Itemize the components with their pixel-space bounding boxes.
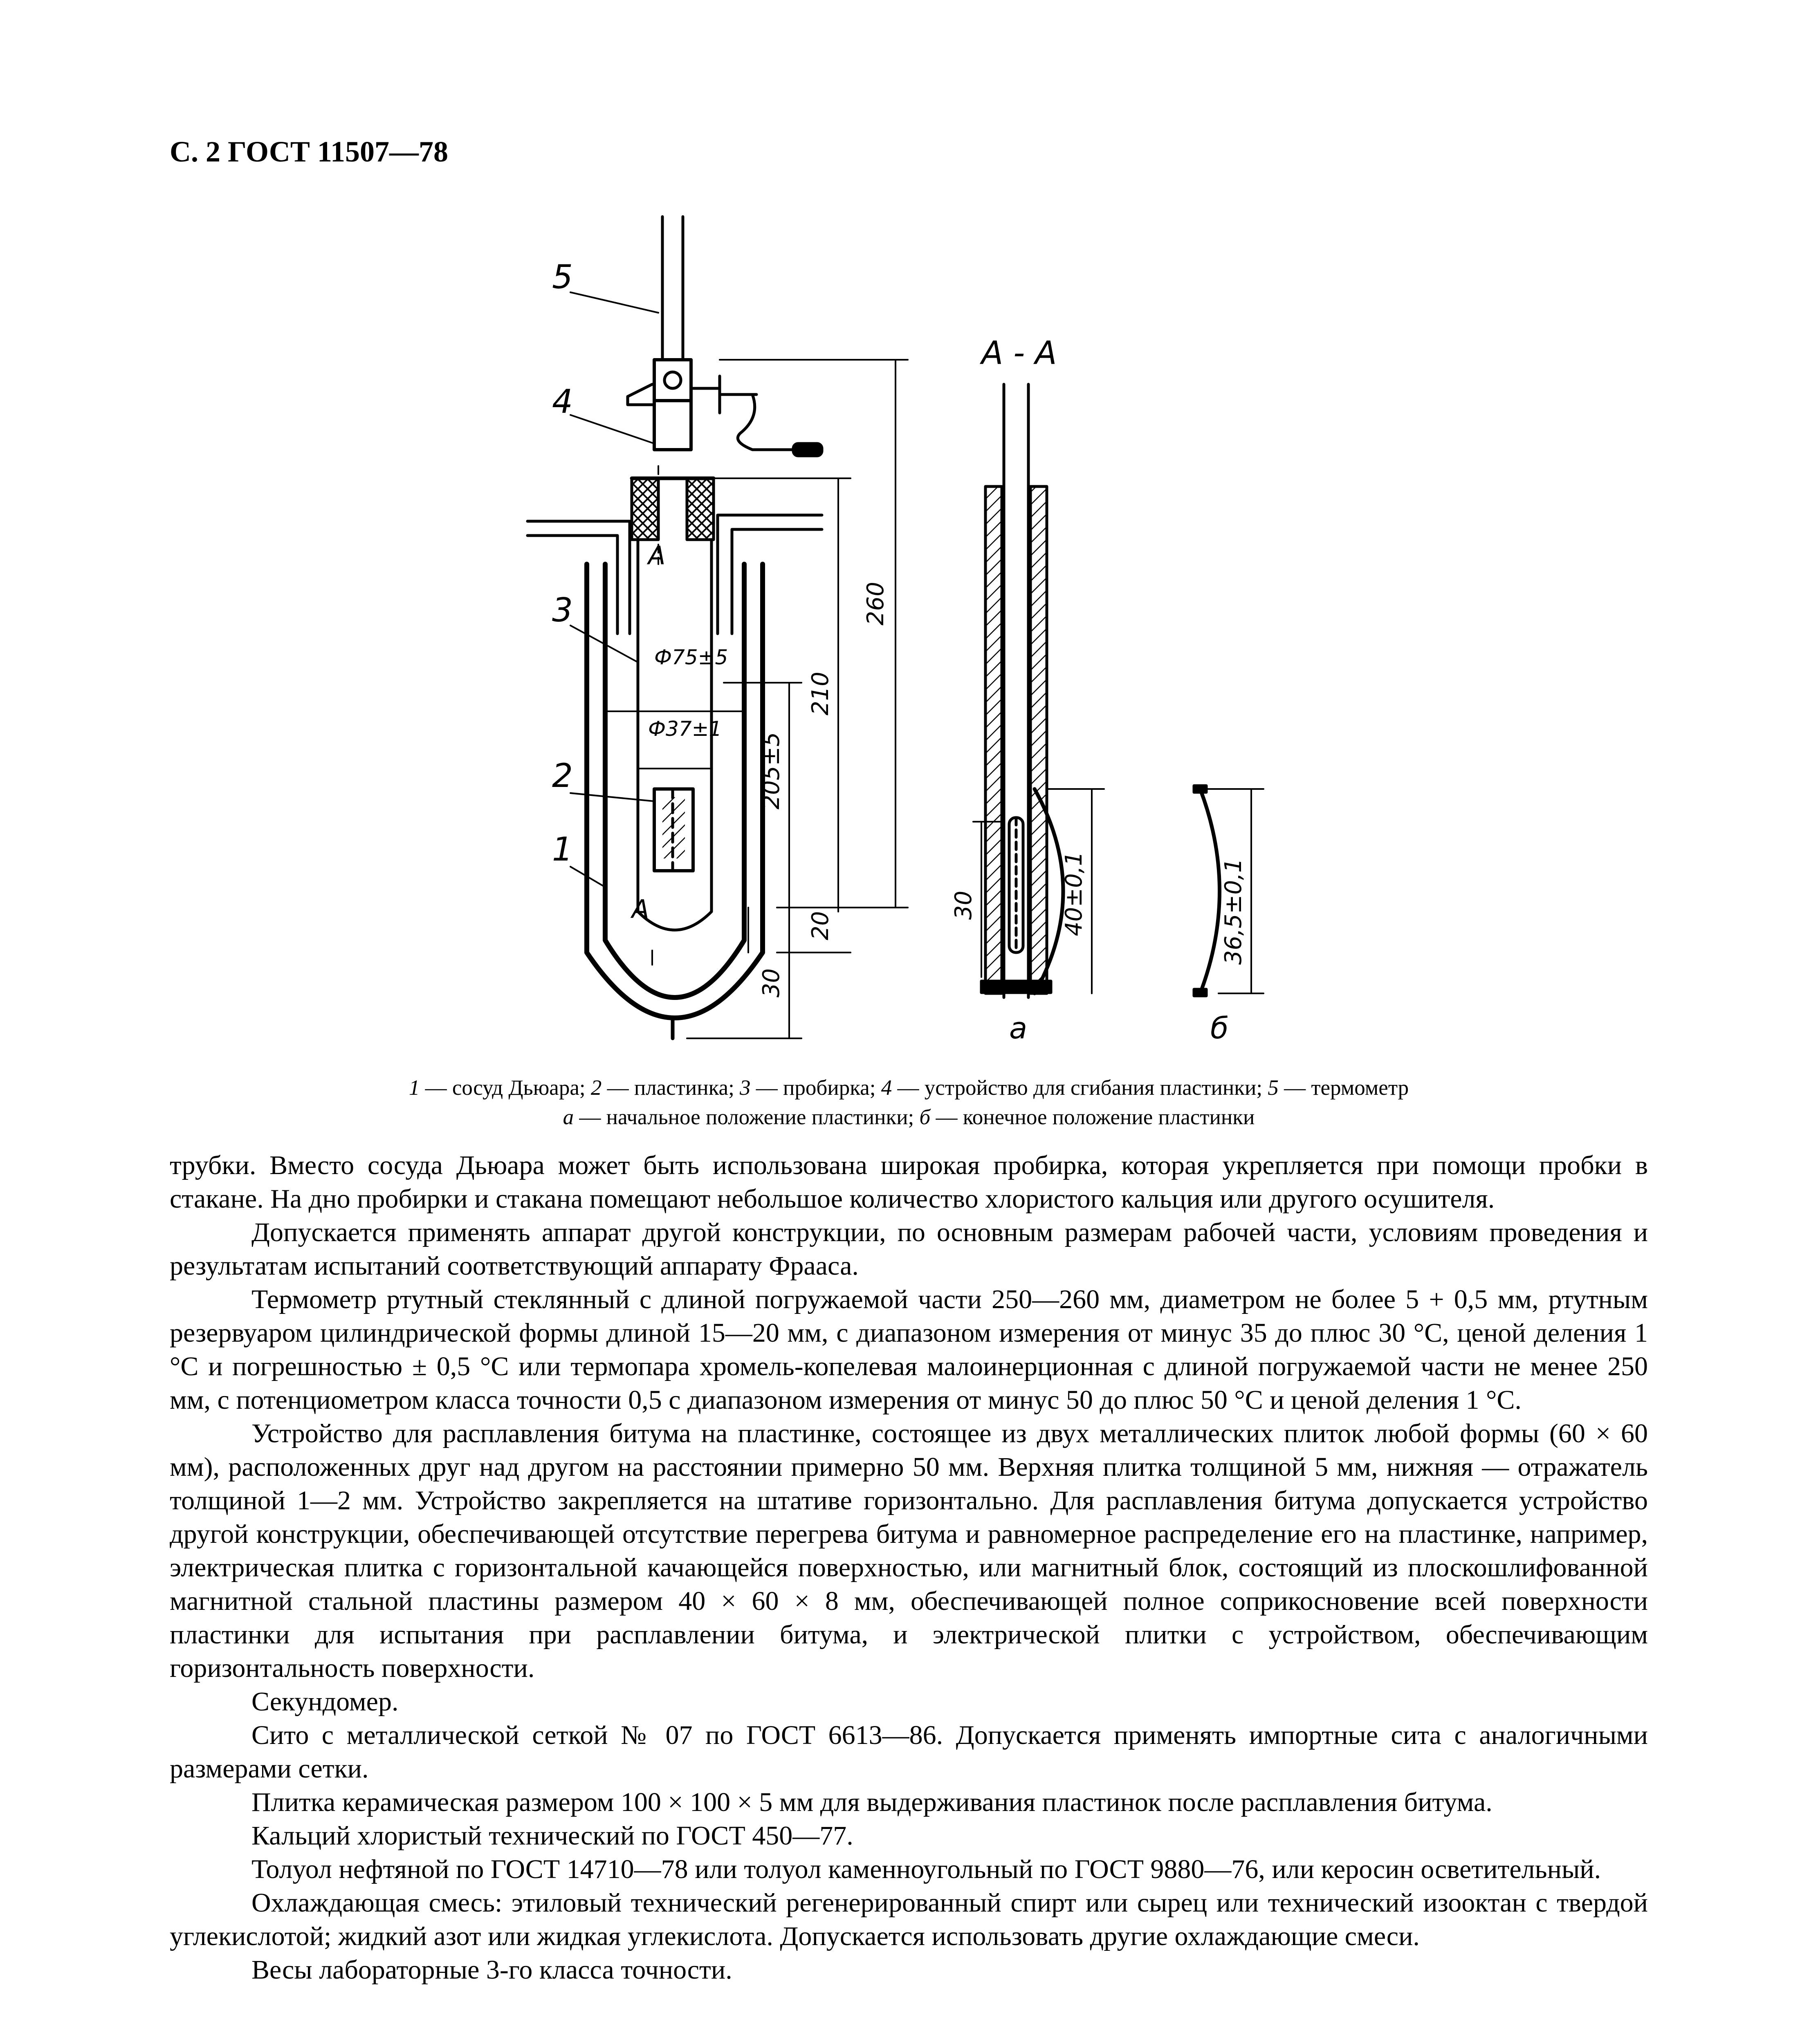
figure-caption	[170, 1073, 1648, 1132]
dim-30-main: 30	[758, 968, 785, 997]
caption-item: б — конечное положение пластинки	[919, 1105, 1255, 1129]
page-header: С. 2 ГОСТ 11507—78	[170, 135, 448, 168]
label-1: 1	[552, 830, 573, 868]
paragraph-stopwatch: Секундомер.	[251, 1687, 399, 1717]
paragraph-sieve: Сито с металлической сеткой № 07 по ГОСТ 6613—86. Допускается применять импортные сита с аналогичными размерами сетки.	[170, 1720, 1648, 1784]
paragraph-thermometer: Термометр ртутный стеклянный с длиной погружаемой части 250—260 мм, диаметром не более 5 + 0,5 мм, ртутным резервуаром цилиндрической формы длиной 15—20 мм, с диапазоном измерения от минус 35 до плюс 30 °С, ценой деления 1 °С и погрешностью ± 0,5 °С или термопара хромель-копелевая малоинерционная с длиной погружаемой части не менее 250 мм, с потенциометром класса точности 0,5 с диапазоном измерения от минус 50 до плюс 50 °С и ценой деления 1 °С.	[170, 1284, 1648, 1415]
section-title: А - А	[981, 335, 1057, 372]
label-2: 2	[552, 757, 573, 795]
dim-30-section: 30	[950, 890, 977, 920]
sub-label-b: б	[1210, 1011, 1229, 1045]
caption-item: а — начальное положение пластинки;	[563, 1105, 920, 1129]
label-5: 5	[552, 258, 573, 296]
dim-outer-diameter: Ф75±5	[654, 645, 728, 669]
section-mark-bottom: А	[632, 894, 649, 924]
dim-20: 20	[807, 911, 834, 940]
dim-40: 40±0,1	[1061, 851, 1087, 936]
caption-item: 4 — устройство для сгибания пластинки;	[881, 1076, 1268, 1100]
dim-36-5: 36,5±0,1	[1220, 858, 1247, 965]
apparatus-figure	[491, 204, 1349, 1047]
dim-205: 205±5	[758, 732, 785, 809]
paragraph-cooling-mixture: Охлаждающая смесь: этиловый технический регенерированный спирт или сырец или технический изооктан с твердой углекислотой; жидкий азот или жидкая углекислота. Допускается использовать другие охлаждающие смеси.	[170, 1888, 1648, 1951]
caption-item: 5 — термометр	[1268, 1076, 1409, 1100]
dim-260: 260	[862, 582, 889, 625]
paragraph-calcium-chloride: Кальций хлористый технический по ГОСТ 450—77.	[251, 1821, 853, 1851]
paragraph-other-apparatus: Допускается применять аппарат другой конструкции, по основным размерам рабочей части, условиям проведения и результатам испытаний соответствующий аппарату Фрааса.	[170, 1217, 1648, 1281]
dim-inner-diameter: Ф37±1	[648, 717, 722, 741]
caption-line-1	[170, 1073, 1648, 1103]
label-3: 3	[552, 591, 573, 629]
caption-item: 2 — пластинка;	[590, 1076, 740, 1100]
caption-item: 3 — пробирка;	[740, 1076, 881, 1100]
label-4: 4	[552, 383, 573, 421]
apparatus-main-view	[527, 217, 908, 1038]
paragraph-ceramic-tile: Плитка керамическая размером 100 × 100 × 5 мм для выдерживания пластинок после расплавления битума.	[251, 1787, 1493, 1817]
sub-label-a: а	[1009, 1011, 1028, 1045]
dim-210: 210	[807, 672, 834, 715]
paragraph-scales: Весы лабораторные 3-го класса точности.	[251, 1955, 732, 1985]
section-mark-top: А	[648, 540, 666, 570]
caption-item: 1 — сосуд Дьюара;	[408, 1076, 591, 1100]
body-text	[170, 1149, 1648, 1987]
paragraph-toluene: Толуол нефтяной по ГОСТ 14710—78 или толуол каменноугольный по ГОСТ 9880—76, или керосин осветительный.	[251, 1854, 1601, 1884]
paragraph-dewar-alternative: трубки. Вместо сосуда Дьюара может быть использована широкая пробирка, которая укрепляется при помощи пробки в стакане. На дно пробирки и стакана помещают небольшое количество хлористого кальция или другого осушителя.	[170, 1150, 1648, 1214]
paragraph-melting-device: Устройство для расплавления битума на пластинке, состоящее из двух металлических плиток любой формы (60 × 60 мм), расположенных друг над другом на расстоянии примерно 50 мм. Верхняя плитка толщиной 5 мм, нижняя — отражатель толщиной 1—2 мм. Устройство закрепляется на штативе горизонтально. Для расплавления битума допускается устройство другой конструкции, обеспечивающей отсутствие перегрева битума и равномерное распределение его на пластинке, например, электрическая плитка с горизонтальной качающейся поверхностью, или магнитный блок, состоящий из плоскошлифованной магнитной стальной пластины размером 40 × 60 × 8 мм, обеспечивающей полное соприкосновение всей поверхности пластинки для испытания при расплавлении битума, и электрической плитки с устройством, обеспечивающим горизонтальность поверхности.	[170, 1419, 1648, 1683]
caption-line-2	[170, 1103, 1648, 1132]
